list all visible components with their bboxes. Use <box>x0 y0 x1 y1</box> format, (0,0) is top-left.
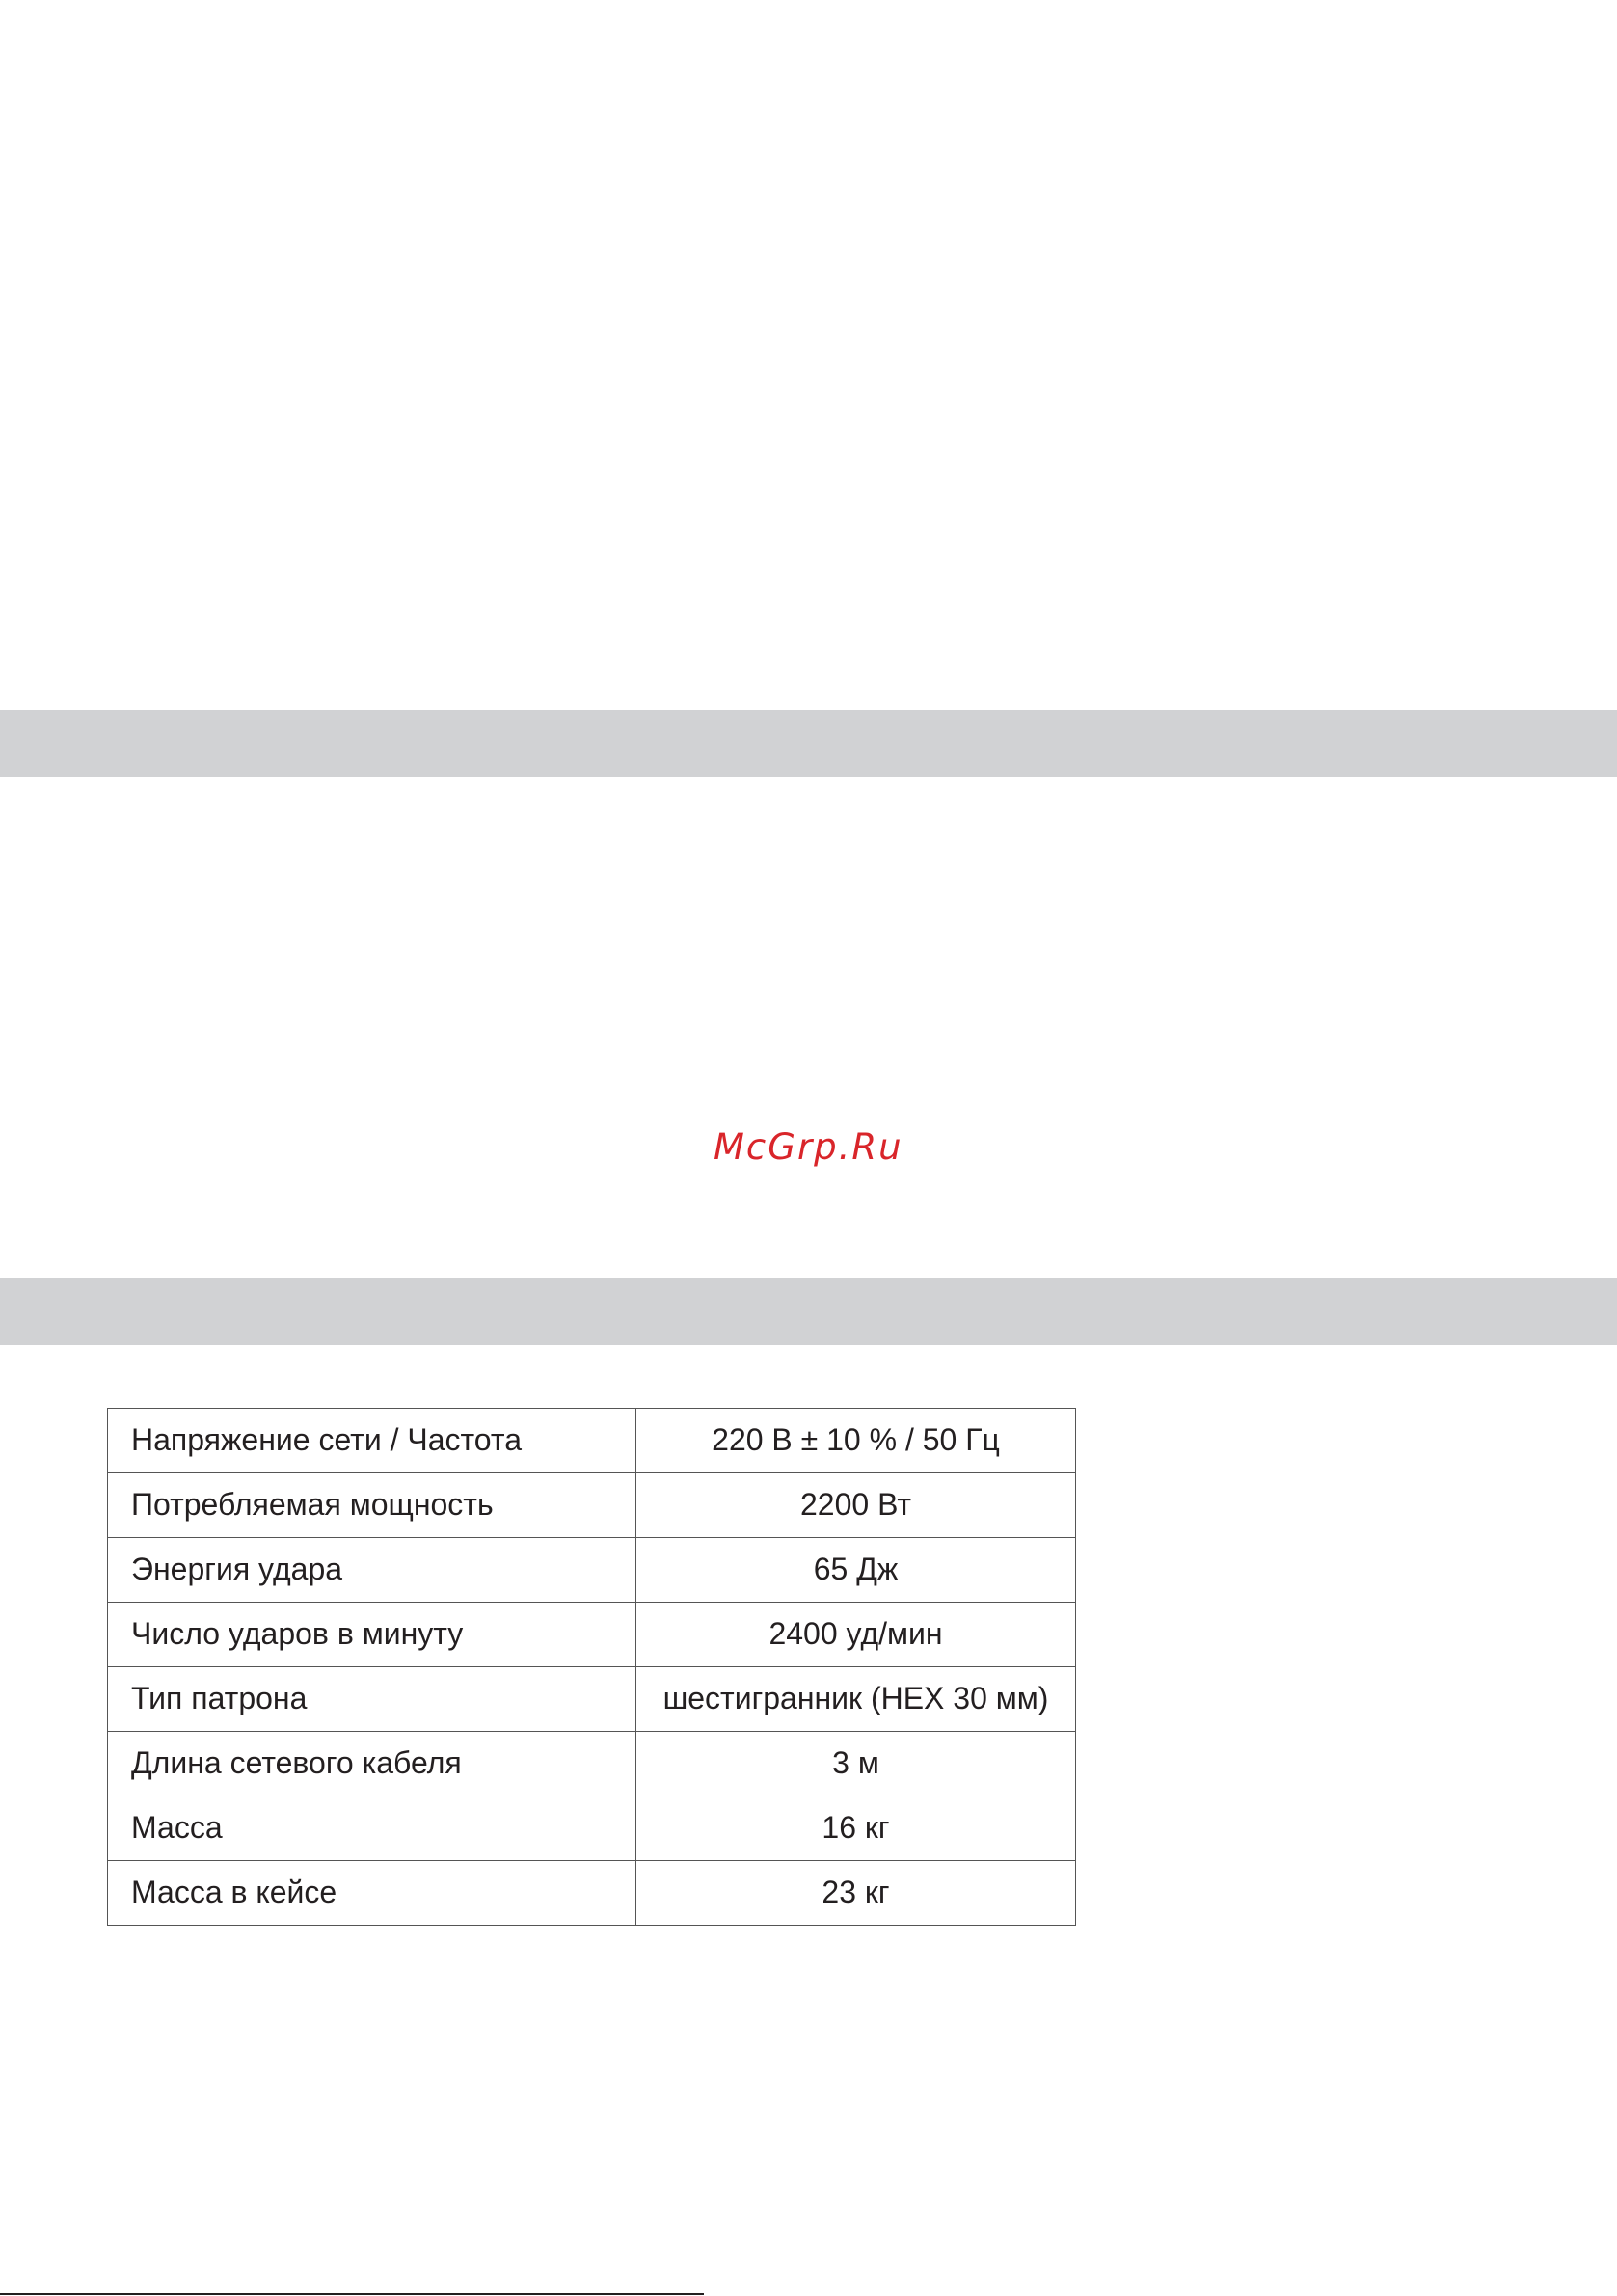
spec-parameter: Энергия удара <box>108 1538 636 1603</box>
spec-value: 65 Дж <box>636 1538 1076 1603</box>
spec-value: 3 м <box>636 1732 1076 1796</box>
spec-parameter: Масса <box>108 1796 636 1861</box>
spec-value: 16 кг <box>636 1796 1076 1861</box>
spec-value: 2200 Вт <box>636 1473 1076 1538</box>
section-header-band <box>0 710 1617 777</box>
spec-parameter: Потребляемая мощность <box>108 1473 636 1538</box>
spec-parameter: Длина сетевого кабеля <box>108 1732 636 1796</box>
watermark-logo: McGrp.Ru <box>714 1126 903 1168</box>
spec-value: шестигранник (HEX 30 мм) <box>636 1667 1076 1732</box>
table-row <box>108 1409 1076 1473</box>
footer-divider <box>0 2293 704 2295</box>
spec-value: 220 В ± 10 % / 50 Гц <box>636 1409 1076 1473</box>
table-row <box>108 1667 1076 1732</box>
table-row <box>108 1538 1076 1603</box>
table-row <box>108 1732 1076 1796</box>
spec-parameter: Тип патрона <box>108 1667 636 1732</box>
specifications-table <box>107 1408 1076 1926</box>
spec-parameter: Масса в кейсе <box>108 1861 636 1926</box>
section-header-band <box>0 1278 1617 1345</box>
table-row <box>108 1861 1076 1926</box>
spec-parameter: Напряжение сети / Частота <box>108 1409 636 1473</box>
spec-value: 23 кг <box>636 1861 1076 1926</box>
spec-value: 2400 уд/мин <box>636 1603 1076 1667</box>
table-row <box>108 1603 1076 1667</box>
table-row <box>108 1473 1076 1538</box>
table-row <box>108 1796 1076 1861</box>
spec-parameter: Число ударов в минуту <box>108 1603 636 1667</box>
